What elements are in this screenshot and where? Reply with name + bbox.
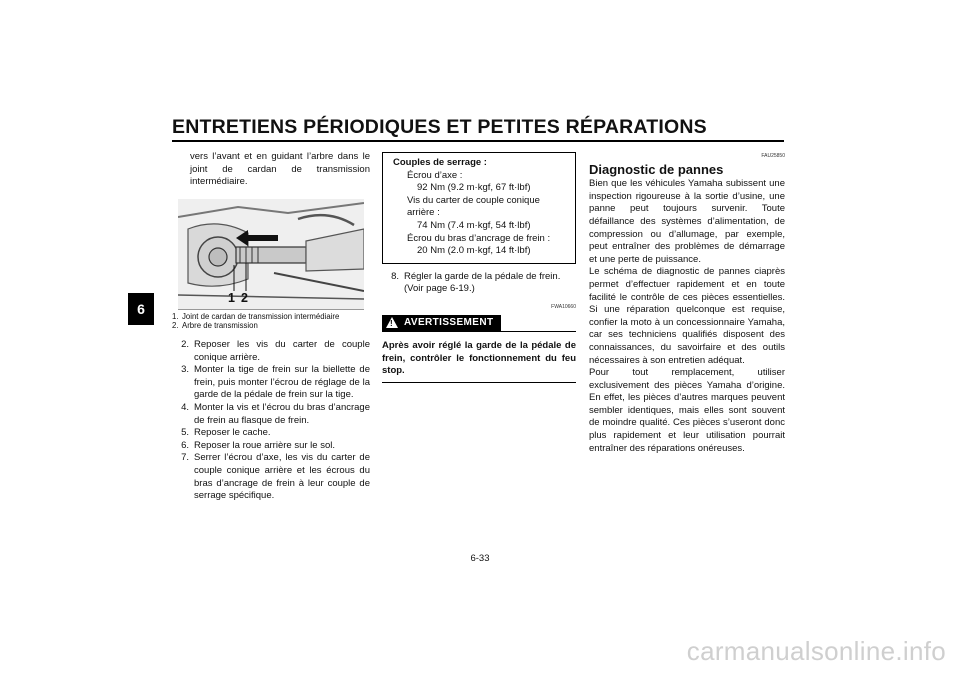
caption-item (172, 321, 370, 331)
step-number: 5. (181, 427, 189, 439)
list-item (172, 364, 370, 402)
step-number: 8. (391, 270, 399, 282)
caption-item (172, 312, 370, 322)
step-text: Reposer la roue arrière sur le sol. (194, 439, 335, 451)
caption-text: Arbre de transmission (182, 321, 258, 331)
body-paragraph: Le schéma de diagnostic de pannes ciaprès permet d’effectuer rapidement et en toute facilité le contrôle de ces pièces essentielles. Si une réparation quelconque est requise, confier la moto à un concessionnaire Yamaha, car ses techniciens qualifiés disposent des connaissances, du savoirfaire et des outils nécessaires à son entretien adéquat. (589, 266, 785, 366)
list-item (172, 402, 370, 427)
list-item (172, 440, 370, 453)
step-text: Serrer l’écrou d’axe, les vis du carter de couple conique arrière et les écrous du bras d’ancrage de frein à leur couple de serrage spécifique. (194, 452, 370, 502)
torque-label: Écrou d’axe : (407, 169, 463, 181)
step-number: 2. (181, 338, 189, 350)
torque-spec-box (382, 152, 576, 264)
step-number: 4. (181, 401, 189, 413)
watermark: carmanualsonline.info (686, 636, 946, 666)
column-middle (382, 152, 576, 383)
torque-value: 20 Nm (2.0 m·kgf, 14 ft·lbf) (417, 245, 531, 257)
column-left (172, 151, 370, 503)
list-item (172, 452, 370, 502)
torque-value: 74 Nm (7.4 m·kgf, 54 ft·lbf) (417, 219, 531, 231)
driveshaft-illustration (178, 199, 364, 309)
torque-title: Couples de serrage : (393, 157, 487, 168)
step-number: 3. (181, 364, 189, 376)
torque-label: Vis du carter de couple conique arrière : (407, 194, 540, 219)
procedure-steps (172, 339, 370, 503)
body-paragraph: Pour tout remplacement, utiliser exclusivement des pièces Yamaha d’origine. En effet, les pièces d’autres marques peuvent sembler identiques, mais elles sont souvent de moindre qualité. Ces pièces s’useront donc plus rapidement et leur utilisation pourrait entraîner des réparations onéreuses. (589, 367, 785, 454)
page-title: ENTRETIENS PÉRIODIQUES ET PETITES RÉPARATIONS (172, 116, 707, 138)
list-item (382, 271, 576, 296)
caption-number: 1. (172, 311, 179, 321)
figure-caption (172, 312, 370, 331)
chapter-tab: 6 (128, 293, 154, 325)
torque-label: Écrou du bras d’ancrage de frein : (407, 232, 551, 244)
list-item (172, 427, 370, 440)
step-text: Monter la vis et l’écrou du bras d’ancrage de frein au flasque de frein. (194, 401, 370, 426)
callout-1: 1 (228, 290, 235, 305)
step-number: 6. (181, 439, 189, 451)
warning-badge (382, 315, 501, 332)
warning-triangle-icon: ! (386, 317, 398, 328)
step-text: Reposer le cache. (194, 427, 271, 439)
warning-text: Après avoir réglé la garde de la pédale de frein, contrôler le fonctionnement du feu stop. (382, 340, 576, 383)
step-text: Monter la tige de frein sur la biellette de frein, puis monter l’écrou de réglage de la garde de la pédale de frein sur la tige. (194, 364, 370, 401)
title-rule (172, 140, 784, 142)
driveshaft-figure (178, 199, 364, 310)
page-number: 6-33 (470, 553, 490, 564)
step-number: 7. (181, 452, 189, 464)
warning-header (382, 315, 576, 333)
section-code: FAU25850 (761, 153, 785, 159)
caption-text: Joint de cardan de transmission intermédiaire (182, 311, 340, 321)
step-text: Régler la garde de la pédale de frein. (Voir page 6-19.) (404, 270, 561, 295)
intro-text: vers l’avant et en guidant l’arbre dans le joint de cardan de transmission intermédiaire. (190, 151, 370, 188)
column-right (589, 150, 785, 455)
section-title: Diagnostic de pannes (589, 161, 724, 177)
body-paragraph: Bien que les véhicules Yamaha subissent une inspection rigoureuse à la sortie d’usine, une panne peut toujours survenir. Toute défaillance des systèmes d’alimentation, de compression ou d’allumage, par exemple, peut entraîner des problèmes de démarrage et une perte de puissance. (589, 178, 785, 265)
warning-label: AVERTISSEMENT (404, 316, 494, 328)
list-item (172, 339, 370, 364)
step-text: Reposer les vis du carter de couple conique arrière. (194, 338, 370, 363)
callout-2: 2 (241, 290, 248, 305)
caption-number: 2. (172, 321, 179, 331)
warning-code: FWA10660 (551, 303, 576, 310)
torque-value: 92 Nm (9.2 m·kgf, 67 ft·lbf) (417, 182, 531, 194)
